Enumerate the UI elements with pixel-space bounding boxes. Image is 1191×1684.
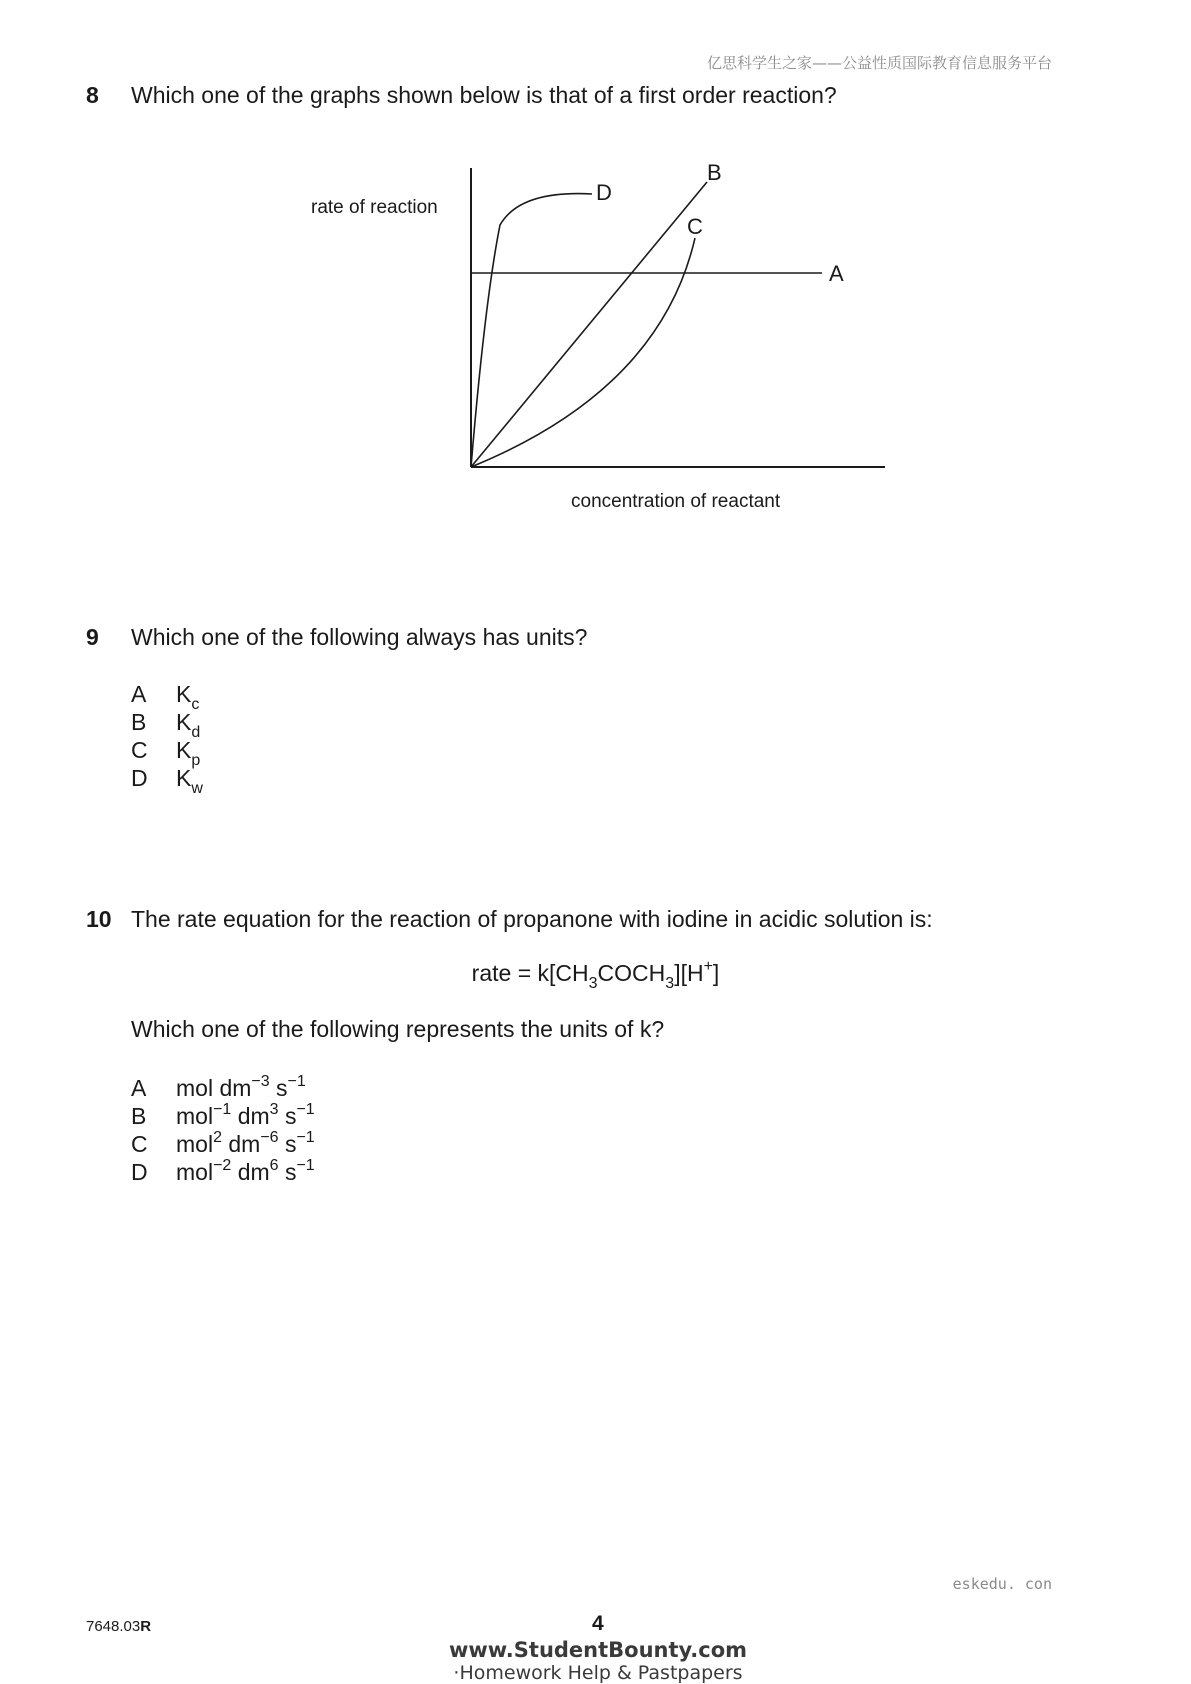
- question-10-text: The rate equation for the reaction of propanone with iodine in acidic solution is:: [131, 906, 933, 932]
- option-b: B $K_d$: [131, 709, 201, 741]
- question-10-options: [131, 1074, 315, 1186]
- studentbounty-logo: www.StudentBounty.com ·Homework Help & Pastpapers: [448, 1638, 748, 1684]
- header-watermark: 亿思科学生之家——公益性质国际教育信息服务平台: [706, 54, 1052, 72]
- curve-label-a: A: [829, 261, 844, 286]
- curve-label-b: B: [707, 160, 722, 185]
- rate-concentration-graph: [0, 0, 1191, 560]
- option-c: C mol$^2$ $dm^{-6}$ $s^{-1}$: [131, 1129, 315, 1157]
- curve-b: [471, 182, 707, 467]
- rate-equation: rate = $k[CH_3COCH_3][H^+]$: [471, 958, 720, 992]
- option-a: A mol $dm^{-3}$ $s^{-1}$: [131, 1073, 306, 1101]
- curve-label-d: D: [596, 180, 612, 205]
- site-watermark: eskedu. con: [952, 1575, 1052, 1593]
- option-c: C $K_p$: [131, 737, 201, 769]
- question-9-options: [131, 680, 203, 797]
- option-b: B mol$^{-1}$ $dm^3$ $s^{-1}$: [131, 1101, 315, 1129]
- option-d: D mol$^{-2}$ $dm^6$ $s^{-1}$: [131, 1157, 315, 1185]
- question-10-subquestion: Which one of the following represents the units of k?: [131, 1016, 665, 1042]
- option-d: D $K_w$: [131, 765, 203, 797]
- y-axis-label: rate of reaction: [311, 197, 438, 218]
- question-9-text: Which one of the following always has units?: [131, 624, 588, 650]
- option-a: A $K_c$: [131, 681, 200, 713]
- curve-d: [471, 194, 592, 467]
- x-axis-label: concentration of reactant: [571, 491, 781, 512]
- question-8-number: 8: [86, 82, 99, 108]
- question-9-number: 9: [86, 624, 99, 650]
- paper-code: 7648.03R: [86, 1618, 152, 1635]
- question-8-text: Which one of the graphs shown below is that of a first order reaction?: [131, 82, 837, 108]
- question-10-number: 10: [86, 906, 112, 932]
- page-number: 4: [592, 1612, 604, 1635]
- curve-label-c: C: [687, 214, 703, 239]
